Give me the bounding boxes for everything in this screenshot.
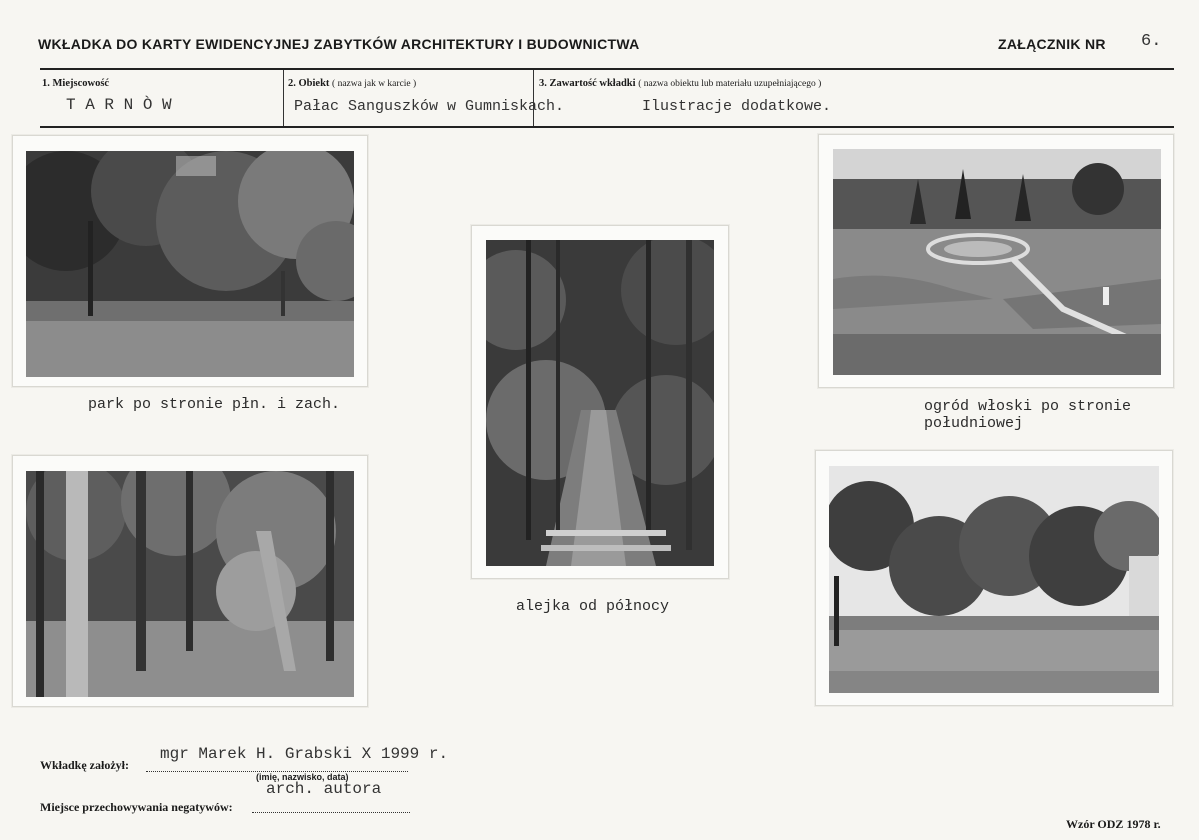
storage-value: arch. autora: [266, 780, 382, 798]
field-divider: [283, 70, 284, 126]
photo-lawn: [829, 466, 1159, 693]
storage-dotted-line: [252, 811, 410, 813]
photo-garden: [833, 149, 1161, 375]
photo-alley: [486, 240, 714, 566]
caption-alley: alejka od północy: [516, 598, 670, 615]
founder-note: (imię, nazwisko, data): [256, 772, 349, 782]
form-title: WKŁADKA DO KARTY EWIDENCYJNEJ ZABYTKÓW ARCHITEKTURY I BUDOWNICTWA: [38, 36, 640, 52]
founder-value: mgr Marek H. Grabski X 1999 r.: [160, 745, 449, 763]
photo-mount-forest: [12, 455, 368, 707]
photo-mount-garden: [818, 134, 1174, 388]
object-value: Pałac Sanguszków w Gumniskach.: [294, 98, 565, 115]
photo-mount-lawn: [815, 450, 1173, 706]
contents-label: [539, 78, 821, 89]
header-rule-top: [40, 68, 1174, 70]
header-rule-bottom: [40, 126, 1174, 128]
locality-label: [42, 78, 109, 89]
caption-garden-line2: południowej: [924, 415, 1024, 432]
caption-garden-line1: ogród włoski po stronie: [924, 398, 1132, 415]
attachment-number: 6.: [1141, 32, 1162, 51]
object-label: [288, 78, 416, 89]
object-label-note: ( nazwa jak w karcie ): [332, 79, 417, 89]
caption-garden: [924, 398, 1131, 432]
locality-label-text: 1. Miejscowość: [42, 78, 110, 89]
contents-value: Ilustracje dodatkowe.: [642, 98, 832, 115]
founder-label: Wkładkę założył:: [40, 758, 129, 772]
attachment-label: ZAŁĄCZNIK NR: [998, 36, 1106, 52]
photo-forest: [26, 471, 354, 697]
photo-mount-alley: [471, 225, 729, 579]
photo-park: [26, 151, 354, 377]
locality-value: T A R N Ò W: [66, 96, 172, 114]
form-code: Wzór ODZ 1978 r.: [1066, 817, 1161, 831]
object-label-text: 2. Obiekt: [288, 78, 330, 89]
storage-label: Miejsce przechowywania negatywów:: [40, 800, 233, 814]
photo-mount-park: [12, 135, 368, 387]
contents-label-note: ( nazwa obiektu lub materiału uzupełniającego ): [638, 79, 822, 89]
contents-label-text: 3. Zawartość wkładki: [539, 78, 636, 89]
caption-park: park po stronie płn. i zach.: [88, 396, 341, 413]
